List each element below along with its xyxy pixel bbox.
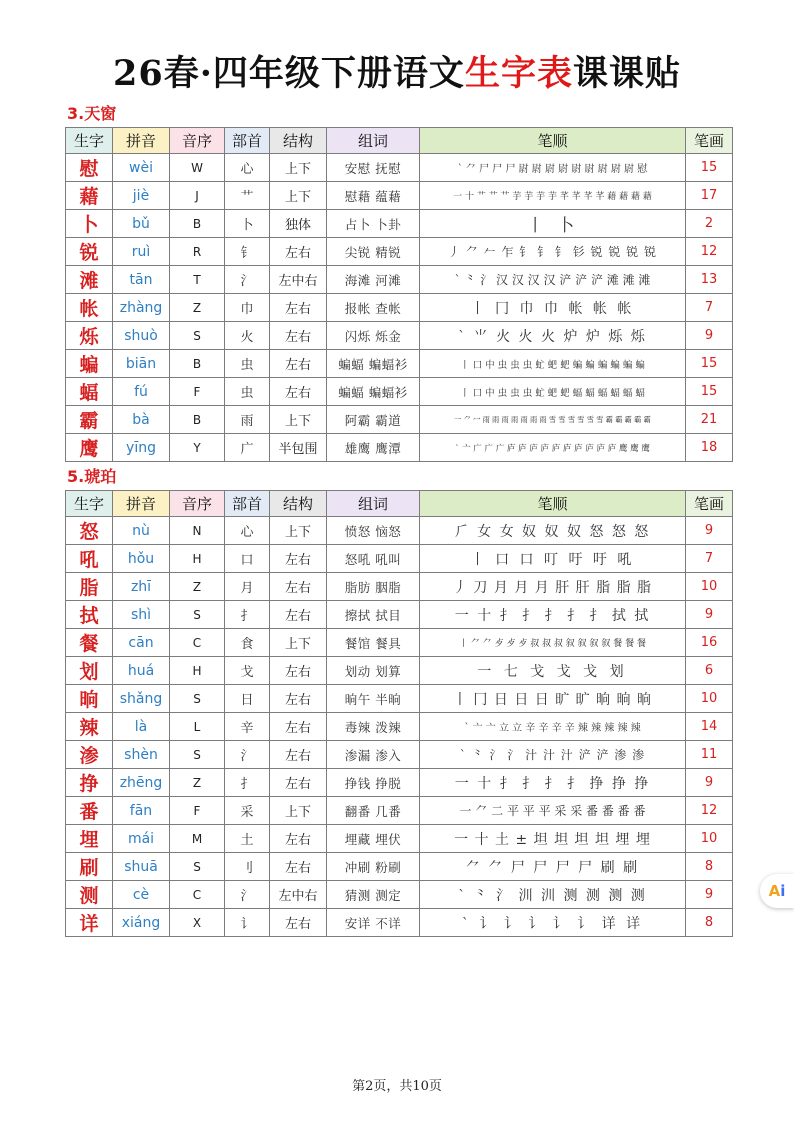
zuci-cell: 毒辣 泼辣	[327, 713, 420, 741]
table-row	[66, 741, 733, 769]
stroke-order-cell: ` 亠 亠 立 立 辛 辛 辛 辛 辣 辣 辣 辣 辣	[420, 713, 686, 741]
table-row	[66, 434, 733, 462]
stroke-order-cell: 一 十 土 ± 坦 坦 坦 坦 埋 埋	[420, 825, 686, 853]
yinxu-cell: Y	[170, 434, 225, 462]
table-row	[66, 294, 733, 322]
char-cell: 蝙	[66, 350, 113, 378]
char-cell: 帐	[66, 294, 113, 322]
yinxu-cell: W	[170, 154, 225, 182]
stroke-count-cell: 21	[686, 406, 733, 434]
zuci-cell: 蝙蝠 蝙蝠衫	[327, 378, 420, 406]
pinyin-cell: zhēng	[113, 769, 170, 797]
pinyin-cell: cān	[113, 629, 170, 657]
yinxu-cell: B	[170, 406, 225, 434]
char-cell: 鹰	[66, 434, 113, 462]
pinyin-cell: wèi	[113, 154, 170, 182]
jiegou-cell: 左右	[270, 294, 327, 322]
bushou-cell: 辛	[225, 713, 270, 741]
pinyin-cell: shèn	[113, 741, 170, 769]
yinxu-cell: M	[170, 825, 225, 853]
title-text-3: 课课贴	[572, 53, 681, 94]
stroke-order-cell: 丨 口 中 虫 虫 虫 虻 蚆 蚆 蝠 蝠 蝠 蝠 蝠 蝠	[420, 378, 686, 406]
bushou-cell: 广	[225, 434, 270, 462]
char-cell: 蝠	[66, 378, 113, 406]
header-bishun: 笔顺	[420, 491, 686, 517]
stroke-count-cell: 9	[686, 881, 733, 909]
stroke-order-cell: 一 十 扌 扌 扌 扌 挣 挣 挣	[420, 769, 686, 797]
table-row	[66, 406, 733, 434]
stroke-order-cell: 一 十 扌 扌 扌 扌 扌 拭 拭	[420, 601, 686, 629]
bushou-cell: 氵	[225, 881, 270, 909]
pinyin-cell: shì	[113, 601, 170, 629]
char-table-tianchuang	[65, 127, 733, 462]
stroke-count-cell: 8	[686, 909, 733, 937]
stroke-count-cell: 6	[686, 657, 733, 685]
header-jiegou: 结构	[270, 491, 327, 517]
section-title-tianchuang: 3.天窗	[67, 104, 117, 123]
yinxu-cell: F	[170, 797, 225, 825]
stroke-count-cell: 10	[686, 685, 733, 713]
zuci-cell: 划动 划算	[327, 657, 420, 685]
zuci-cell: 猜测 测定	[327, 881, 420, 909]
jiegou-cell: 上下	[270, 629, 327, 657]
yinxu-cell: S	[170, 853, 225, 881]
yinxu-cell: B	[170, 210, 225, 238]
stroke-count-cell: 16	[686, 629, 733, 657]
stroke-order-cell: ` ⺀ 氵 汌 汌 测 测 测 测	[420, 881, 686, 909]
page-title	[0, 46, 794, 96]
stroke-order-cell: 一 十 艹 艹 艹 芋 芋 芋 芋 芊 芊 芊 芊 藉 藉 藉 藉	[420, 182, 686, 210]
table-row	[66, 713, 733, 741]
char-cell: 刷	[66, 853, 113, 881]
char-cell: 测	[66, 881, 113, 909]
jiegou-cell: 左右	[270, 685, 327, 713]
pinyin-cell: huá	[113, 657, 170, 685]
jiegou-cell: 左右	[270, 713, 327, 741]
stroke-count-cell: 9	[686, 601, 733, 629]
bushou-cell: 钅	[225, 238, 270, 266]
yinxu-cell: J	[170, 182, 225, 210]
pinyin-cell: xiáng	[113, 909, 170, 937]
char-cell: 慰	[66, 154, 113, 182]
zuci-cell: 餐馆 餐具	[327, 629, 420, 657]
table-row	[66, 685, 733, 713]
yinxu-cell: C	[170, 629, 225, 657]
char-cell: 餐	[66, 629, 113, 657]
pinyin-cell: tān	[113, 266, 170, 294]
zuci-cell: 冲刷 粉刷	[327, 853, 420, 881]
jiegou-cell: 上下	[270, 797, 327, 825]
stroke-order-cell: ` ⺀ 氵 汉 汉 汉 汉 浐 浐 浐 滩 滩 滩	[420, 266, 686, 294]
bushou-cell: 扌	[225, 769, 270, 797]
jiegou-cell: 上下	[270, 406, 327, 434]
jiegou-cell: 左右	[270, 378, 327, 406]
stroke-count-cell: 15	[686, 350, 733, 378]
yinxu-cell: Z	[170, 769, 225, 797]
pinyin-cell: mái	[113, 825, 170, 853]
zuci-cell: 海滩 河滩	[327, 266, 420, 294]
bushou-cell: 虫	[225, 350, 270, 378]
header-bihua: 笔画	[686, 128, 733, 154]
pinyin-cell: ruì	[113, 238, 170, 266]
yinxu-cell: Z	[170, 294, 225, 322]
stroke-order-cell: ` ⺀ 氵 氵 汁 汁 汁 浐 浐 渗 渗	[420, 741, 686, 769]
zuci-cell: 慰藉 蕴藉	[327, 182, 420, 210]
zuci-cell: 擦拭 拭目	[327, 601, 420, 629]
pinyin-cell: shuò	[113, 322, 170, 350]
zuci-cell: 埋藏 埋伏	[327, 825, 420, 853]
stroke-order-cell: ` 亠 广 广 广 庐 庐 庐 庐 庐 庐 庐 庐 庐 庐 鹰 鹰 鹰	[420, 434, 686, 462]
pinyin-cell: fú	[113, 378, 170, 406]
header-zuci: 组词	[327, 491, 420, 517]
yinxu-cell: S	[170, 601, 225, 629]
pinyin-cell: shuā	[113, 853, 170, 881]
table-row	[66, 350, 733, 378]
zuci-cell: 占卜 卜卦	[327, 210, 420, 238]
char-cell: 埋	[66, 825, 113, 853]
pinyin-cell: bà	[113, 406, 170, 434]
stroke-order-cell: ⺈ ⺈ 尸 尸 尸 尸 刷 刷	[420, 853, 686, 881]
yinxu-cell: R	[170, 238, 225, 266]
header-bishun: 笔顺	[420, 128, 686, 154]
char-cell: 脂	[66, 573, 113, 601]
zuci-cell: 挣钱 挣脱	[327, 769, 420, 797]
stroke-count-cell: 13	[686, 266, 733, 294]
stroke-order-cell: 丨 口 口 叮 吁 吁 吼	[420, 545, 686, 573]
stroke-order-cell: 丨 ⺈ ⺈ 歺 歺 歺 叔 叔 叔 叙 叙 叙 叙 餐 餐 餐	[420, 629, 686, 657]
jiegou-cell: 左中右	[270, 881, 327, 909]
zuci-cell: 怒吼 吼叫	[327, 545, 420, 573]
stroke-order-cell: 丨 卜	[420, 210, 686, 238]
pinyin-cell: nù	[113, 517, 170, 545]
header-bushou: 部首	[225, 128, 270, 154]
char-cell: 藉	[66, 182, 113, 210]
jiegou-cell: 左右	[270, 350, 327, 378]
pinyin-cell: là	[113, 713, 170, 741]
bushou-cell: 巾	[225, 294, 270, 322]
ai-assistant-button[interactable]: Ai	[760, 874, 794, 908]
zuci-cell: 雄鹰 鹰潭	[327, 434, 420, 462]
table-row	[66, 545, 733, 573]
stroke-order-cell: 一 七 戈 戈 戈 划	[420, 657, 686, 685]
table-row	[66, 657, 733, 685]
table-row	[66, 322, 733, 350]
stroke-count-cell: 17	[686, 182, 733, 210]
pinyin-cell: shǎng	[113, 685, 170, 713]
title-text-1: 26春·四年级下册语文	[113, 53, 465, 94]
header-shengzi: 生字	[66, 491, 113, 517]
jiegou-cell: 半包围	[270, 434, 327, 462]
yinxu-cell: Z	[170, 573, 225, 601]
char-cell: 卜	[66, 210, 113, 238]
jiegou-cell: 左中右	[270, 266, 327, 294]
jiegou-cell: 左右	[270, 909, 327, 937]
table-row	[66, 797, 733, 825]
header-row	[66, 128, 733, 154]
jiegou-cell: 上下	[270, 182, 327, 210]
zuci-cell: 翻番 几番	[327, 797, 420, 825]
pinyin-cell: bǔ	[113, 210, 170, 238]
header-bushou: 部首	[225, 491, 270, 517]
table-row	[66, 601, 733, 629]
jiegou-cell: 上下	[270, 154, 327, 182]
stroke-order-cell: 丨 冂 日 日 日 旷 旷 晌 晌 晌	[420, 685, 686, 713]
zuci-cell: 尖锐 精锐	[327, 238, 420, 266]
stroke-order-cell: 丿 刀 月 月 月 肝 肝 脂 脂 脂	[420, 573, 686, 601]
stroke-count-cell: 11	[686, 741, 733, 769]
table-row	[66, 909, 733, 937]
char-cell: 详	[66, 909, 113, 937]
table-row	[66, 154, 733, 182]
bushou-cell: 日	[225, 685, 270, 713]
table-row	[66, 182, 733, 210]
table-row	[66, 378, 733, 406]
table-row	[66, 853, 733, 881]
title-text-red: 生字表	[464, 53, 573, 94]
stroke-count-cell: 9	[686, 322, 733, 350]
bushou-cell: 虫	[225, 378, 270, 406]
pinyin-cell: yīng	[113, 434, 170, 462]
char-cell: 辣	[66, 713, 113, 741]
char-cell: 吼	[66, 545, 113, 573]
stroke-count-cell: 12	[686, 797, 733, 825]
table-row	[66, 825, 733, 853]
jiegou-cell: 左右	[270, 657, 327, 685]
bushou-cell: 食	[225, 629, 270, 657]
stroke-count-cell: 10	[686, 573, 733, 601]
zuci-cell: 安慰 抚慰	[327, 154, 420, 182]
stroke-order-cell: 一 ⺈ 冖 雨 雨 雨 雨 雨 雨 雨 雪 雪 雪 雪 雪 雪 霸 霸 霸 霸 霸	[420, 406, 686, 434]
table-row	[66, 210, 733, 238]
char-cell: 划	[66, 657, 113, 685]
yinxu-cell: C	[170, 881, 225, 909]
stroke-order-cell: ⺁ 女 女 奴 奴 奴 怒 怒 怒	[420, 517, 686, 545]
char-cell: 烁	[66, 322, 113, 350]
char-cell: 怒	[66, 517, 113, 545]
stroke-count-cell: 7	[686, 545, 733, 573]
zuci-cell: 闪烁 烁金	[327, 322, 420, 350]
stroke-count-cell: 18	[686, 434, 733, 462]
stroke-order-cell: 丿 ⺈ 𠂉 乍 钅 钅 钅 钐 锐 锐 锐 锐	[420, 238, 686, 266]
jiegou-cell: 左右	[270, 573, 327, 601]
stroke-count-cell: 15	[686, 378, 733, 406]
bushou-cell: 卜	[225, 210, 270, 238]
yinxu-cell: H	[170, 657, 225, 685]
stroke-order-cell: 一 ⺈ 二 平 平 平 采 采 番 番 番 番	[420, 797, 686, 825]
stroke-order-cell: 丨 口 中 虫 虫 虫 虻 蚆 蚆 蝙 蝙 蝙 蝙 蝙 蝙	[420, 350, 686, 378]
table-row	[66, 881, 733, 909]
table-row	[66, 769, 733, 797]
yinxu-cell: L	[170, 713, 225, 741]
char-cell: 锐	[66, 238, 113, 266]
char-cell: 挣	[66, 769, 113, 797]
bushou-cell: 刂	[225, 853, 270, 881]
stroke-count-cell: 2	[686, 210, 733, 238]
char-cell: 渗	[66, 741, 113, 769]
header-pinyin: 拼音	[113, 491, 170, 517]
char-cell: 拭	[66, 601, 113, 629]
table-row	[66, 517, 733, 545]
bushou-cell: 心	[225, 517, 270, 545]
stroke-count-cell: 14	[686, 713, 733, 741]
zuci-cell: 安详 不详	[327, 909, 420, 937]
char-cell: 霸	[66, 406, 113, 434]
stroke-count-cell: 9	[686, 517, 733, 545]
pinyin-cell: jiè	[113, 182, 170, 210]
jiegou-cell: 左右	[270, 545, 327, 573]
yinxu-cell: T	[170, 266, 225, 294]
char-cell: 晌	[66, 685, 113, 713]
stroke-count-cell: 12	[686, 238, 733, 266]
jiegou-cell: 独体	[270, 210, 327, 238]
table-row	[66, 629, 733, 657]
header-shengzi: 生字	[66, 128, 113, 154]
jiegou-cell: 左右	[270, 601, 327, 629]
header-jiegou: 结构	[270, 128, 327, 154]
stroke-order-cell: ` ⺌ 火 火 火 炉 炉 烁 烁	[420, 322, 686, 350]
header-zuci: 组词	[327, 128, 420, 154]
zuci-cell: 愤怒 恼怒	[327, 517, 420, 545]
bushou-cell: 火	[225, 322, 270, 350]
bushou-cell: 扌	[225, 601, 270, 629]
header-bihua: 笔画	[686, 491, 733, 517]
pinyin-cell: hǒu	[113, 545, 170, 573]
bushou-cell: 戈	[225, 657, 270, 685]
bushou-cell: 月	[225, 573, 270, 601]
yinxu-cell: H	[170, 545, 225, 573]
jiegou-cell: 上下	[270, 517, 327, 545]
stroke-count-cell: 9	[686, 769, 733, 797]
jiegou-cell: 左右	[270, 825, 327, 853]
bushou-cell: 雨	[225, 406, 270, 434]
pinyin-cell: cè	[113, 881, 170, 909]
char-cell: 番	[66, 797, 113, 825]
stroke-count-cell: 15	[686, 154, 733, 182]
table-row	[66, 573, 733, 601]
yinxu-cell: S	[170, 685, 225, 713]
table-row	[66, 238, 733, 266]
zuci-cell: 晌午 半晌	[327, 685, 420, 713]
bushou-cell: 氵	[225, 741, 270, 769]
zuci-cell: 渗漏 渗入	[327, 741, 420, 769]
jiegou-cell: 左右	[270, 741, 327, 769]
stroke-order-cell: 丨 冂 巾 巾 帐 帐 帐	[420, 294, 686, 322]
yinxu-cell: S	[170, 322, 225, 350]
zuci-cell: 蝙蝠 蝙蝠衫	[327, 350, 420, 378]
yinxu-cell: N	[170, 517, 225, 545]
pinyin-cell: biān	[113, 350, 170, 378]
yinxu-cell: S	[170, 741, 225, 769]
zuci-cell: 脂肪 胭脂	[327, 573, 420, 601]
zuci-cell: 报帐 查帐	[327, 294, 420, 322]
yinxu-cell: F	[170, 378, 225, 406]
bushou-cell: 口	[225, 545, 270, 573]
bushou-cell: 艹	[225, 182, 270, 210]
jiegou-cell: 左右	[270, 769, 327, 797]
stroke-order-cell: ` 讠 讠 讠 讠 讠 详 详	[420, 909, 686, 937]
bushou-cell: 土	[225, 825, 270, 853]
header-row	[66, 491, 733, 517]
section-title-hupo: 5.琥珀	[67, 467, 117, 486]
char-cell: 滩	[66, 266, 113, 294]
stroke-count-cell: 10	[686, 825, 733, 853]
yinxu-cell: X	[170, 909, 225, 937]
stroke-order-cell: ` ⺈ 尸 尸 尸 尉 尉 尉 尉 尉 尉 尉 尉 尉 慰	[420, 154, 686, 182]
pinyin-cell: zhàng	[113, 294, 170, 322]
table-row	[66, 266, 733, 294]
pinyin-cell: fān	[113, 797, 170, 825]
bushou-cell: 氵	[225, 266, 270, 294]
bushou-cell: 讠	[225, 909, 270, 937]
yinxu-cell: B	[170, 350, 225, 378]
stroke-count-cell: 8	[686, 853, 733, 881]
page-footer: 第2页，共10页	[352, 1079, 442, 1094]
pinyin-cell: zhī	[113, 573, 170, 601]
jiegou-cell: 左右	[270, 853, 327, 881]
jiegou-cell: 左右	[270, 322, 327, 350]
header-pinyin: 拼音	[113, 128, 170, 154]
stroke-count-cell: 7	[686, 294, 733, 322]
jiegou-cell: 左右	[270, 238, 327, 266]
header-yinxu: 音序	[170, 128, 225, 154]
bushou-cell: 采	[225, 797, 270, 825]
zuci-cell: 阿霸 霸道	[327, 406, 420, 434]
char-table-hupo	[65, 490, 733, 937]
header-yinxu: 音序	[170, 491, 225, 517]
bushou-cell: 心	[225, 154, 270, 182]
